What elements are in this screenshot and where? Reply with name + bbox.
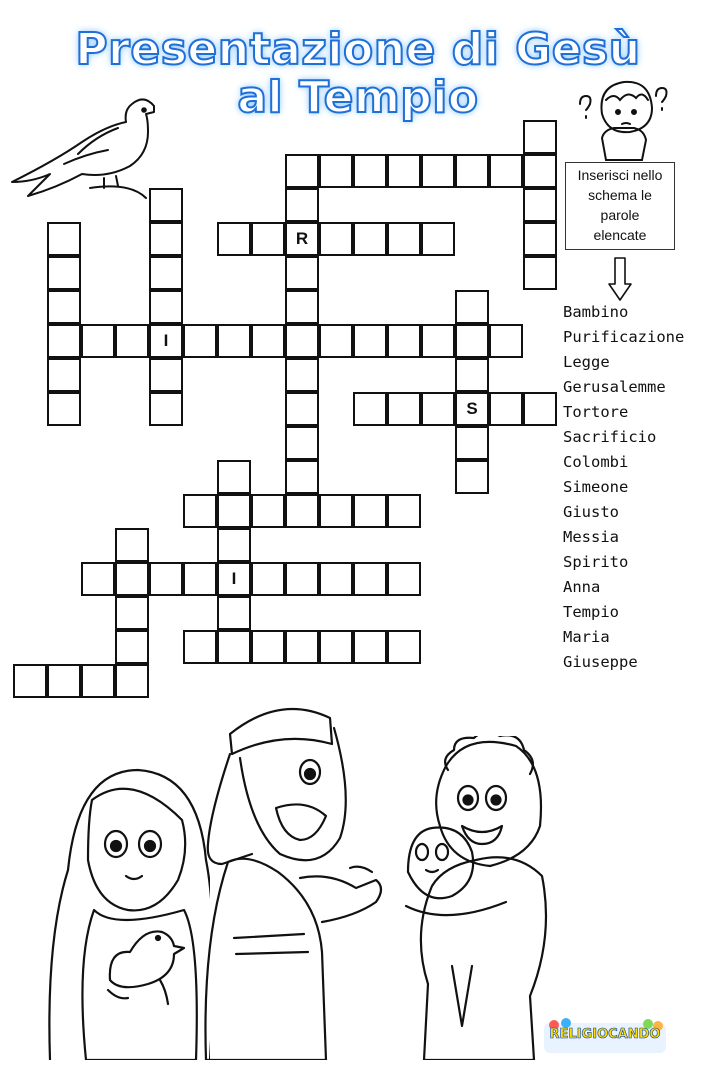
crossword-cell[interactable] [387, 324, 421, 358]
crossword-cell[interactable]: I [217, 562, 251, 596]
crossword-cell[interactable] [523, 392, 557, 426]
instruction-line-4: elencate [593, 227, 647, 243]
crossword-cell[interactable]: I [149, 324, 183, 358]
crossword-cell[interactable] [285, 324, 319, 358]
word-list-item: Sacrificio [563, 428, 657, 446]
crossword-cell[interactable] [285, 562, 319, 596]
word-list-item: Anna [563, 578, 601, 596]
crossword-cell[interactable] [13, 664, 47, 698]
crossword-cell[interactable] [217, 630, 251, 664]
crossword-cell[interactable] [319, 154, 353, 188]
crossword-cell[interactable] [455, 460, 489, 494]
crossword-cell[interactable] [387, 392, 421, 426]
crossword-cell[interactable] [285, 256, 319, 290]
crossword-cell[interactable] [217, 222, 251, 256]
crossword-cell[interactable] [285, 290, 319, 324]
crossword-cell[interactable] [149, 358, 183, 392]
crossword-cell[interactable] [217, 528, 251, 562]
crossword-cell[interactable] [489, 324, 523, 358]
crossword-cell[interactable] [81, 664, 115, 698]
religiocando-logo [544, 1017, 666, 1057]
crossword-cell[interactable] [353, 222, 387, 256]
word-list-item: Giusto [563, 503, 619, 521]
crossword-cell[interactable] [387, 222, 421, 256]
arrow-down-icon [607, 256, 633, 302]
crossword-cell[interactable] [421, 222, 455, 256]
crossword-cell[interactable] [523, 222, 557, 256]
crossword-cell[interactable] [455, 358, 489, 392]
word-list-item: Spirito [563, 553, 629, 571]
crossword-cell[interactable] [387, 494, 421, 528]
crossword-cell[interactable] [47, 392, 81, 426]
crossword-cell[interactable] [217, 324, 251, 358]
crossword-cell[interactable] [285, 358, 319, 392]
crossword-cell[interactable] [81, 562, 115, 596]
crossword-cell[interactable] [523, 188, 557, 222]
crossword-cell[interactable] [47, 358, 81, 392]
crossword-cell[interactable]: S [455, 392, 489, 426]
crossword-cell[interactable] [285, 392, 319, 426]
crossword-cell[interactable] [251, 324, 285, 358]
crossword-cell[interactable] [115, 596, 149, 630]
crossword-cell[interactable] [523, 120, 557, 154]
crossword-cell[interactable] [47, 324, 81, 358]
instruction-line-1: Inserisci nello [577, 167, 663, 183]
crossword-cell[interactable] [353, 392, 387, 426]
crossword-cell[interactable] [523, 256, 557, 290]
page-title: Presentazione di Gesù [75, 24, 641, 75]
crossword-cell[interactable] [115, 562, 149, 596]
crossword-cell[interactable] [251, 630, 285, 664]
word-list [563, 300, 684, 675]
crossword-cell[interactable] [115, 664, 149, 698]
crossword-cell[interactable] [455, 290, 489, 324]
crossword-cell[interactable] [81, 324, 115, 358]
crossword-cell[interactable] [115, 528, 149, 562]
crossword-cell[interactable] [183, 324, 217, 358]
crossword-cell[interactable] [421, 154, 455, 188]
crossword-cell[interactable] [353, 630, 387, 664]
word-list-item: Giuseppe [563, 653, 638, 671]
crossword-cell[interactable] [251, 222, 285, 256]
instruction-line-3: parole [600, 207, 640, 223]
crossword-cell[interactable] [47, 222, 81, 256]
crossword-cell[interactable] [421, 324, 455, 358]
crossword-cell[interactable] [183, 494, 217, 528]
crossword-cell[interactable] [455, 426, 489, 460]
word-list-item: Messia [563, 528, 619, 546]
crossword-cell[interactable] [183, 630, 217, 664]
word-list-item: Colombi [563, 453, 629, 471]
crossword-cell[interactable] [149, 222, 183, 256]
crossword-cell[interactable] [523, 154, 557, 188]
crossword-cell[interactable] [149, 188, 183, 222]
crossword-cell[interactable] [387, 562, 421, 596]
crossword-cell[interactable] [387, 154, 421, 188]
simeon-illustration [200, 698, 390, 1060]
crossword-cell[interactable] [183, 562, 217, 596]
mary-illustration [40, 760, 210, 1060]
word-list-item: Gerusalemme [563, 378, 666, 396]
word-list-item: Simeone [563, 478, 629, 496]
word-list-item: Legge [563, 353, 610, 371]
crossword-cell[interactable] [319, 324, 353, 358]
crossword-cell[interactable] [319, 630, 353, 664]
crossword-cell[interactable] [285, 154, 319, 188]
crossword-cell[interactable] [217, 596, 251, 630]
word-list-item: Maria [563, 628, 610, 646]
page-title-line-2: al Tempio [237, 72, 479, 123]
crossword-cell[interactable] [47, 256, 81, 290]
crossword-cell[interactable] [285, 460, 319, 494]
crossword-cell[interactable] [251, 494, 285, 528]
crossword-cell[interactable] [319, 494, 353, 528]
crossword-cell[interactable] [353, 494, 387, 528]
crossword-cell[interactable] [421, 392, 455, 426]
crossword-cell[interactable] [47, 290, 81, 324]
crossword-cell[interactable] [455, 154, 489, 188]
instruction-line-2: schema le [588, 187, 652, 203]
joseph-with-baby-illustration [396, 736, 556, 1060]
word-list-item: Purificazione [563, 328, 685, 346]
crossword-cell[interactable] [319, 222, 353, 256]
crossword-cell[interactable] [489, 154, 523, 188]
crossword-cell[interactable] [455, 324, 489, 358]
word-list-item: Tortore [563, 403, 629, 421]
instruction-box [565, 162, 675, 250]
crossword-cell[interactable] [149, 392, 183, 426]
crossword-cell[interactable] [285, 494, 319, 528]
crossword-cell[interactable] [115, 630, 149, 664]
crossword-cell[interactable] [251, 562, 285, 596]
crossword-cell[interactable] [319, 562, 353, 596]
word-list-item: Bambino [563, 303, 629, 321]
crossword-cell[interactable] [387, 630, 421, 664]
crossword-cell[interactable] [149, 290, 183, 324]
crossword-cell[interactable] [285, 188, 319, 222]
word-list-item: Tempio [563, 603, 619, 621]
crossword-cell[interactable] [217, 494, 251, 528]
crossword-cell[interactable] [47, 664, 81, 698]
crossword-cell[interactable] [149, 562, 183, 596]
crossword-cell[interactable] [353, 562, 387, 596]
crossword-cell[interactable] [285, 426, 319, 460]
crossword-cell[interactable]: R [285, 222, 319, 256]
crossword-cell[interactable] [115, 324, 149, 358]
crossword-cell[interactable] [353, 154, 387, 188]
crossword-cell[interactable] [489, 392, 523, 426]
crossword-cell[interactable] [353, 324, 387, 358]
crossword-cell[interactable] [149, 256, 183, 290]
crossword-cell[interactable] [285, 630, 319, 664]
logo-text: RELIGIOCANDO [549, 1027, 661, 1042]
crossword-cell[interactable] [217, 460, 251, 494]
